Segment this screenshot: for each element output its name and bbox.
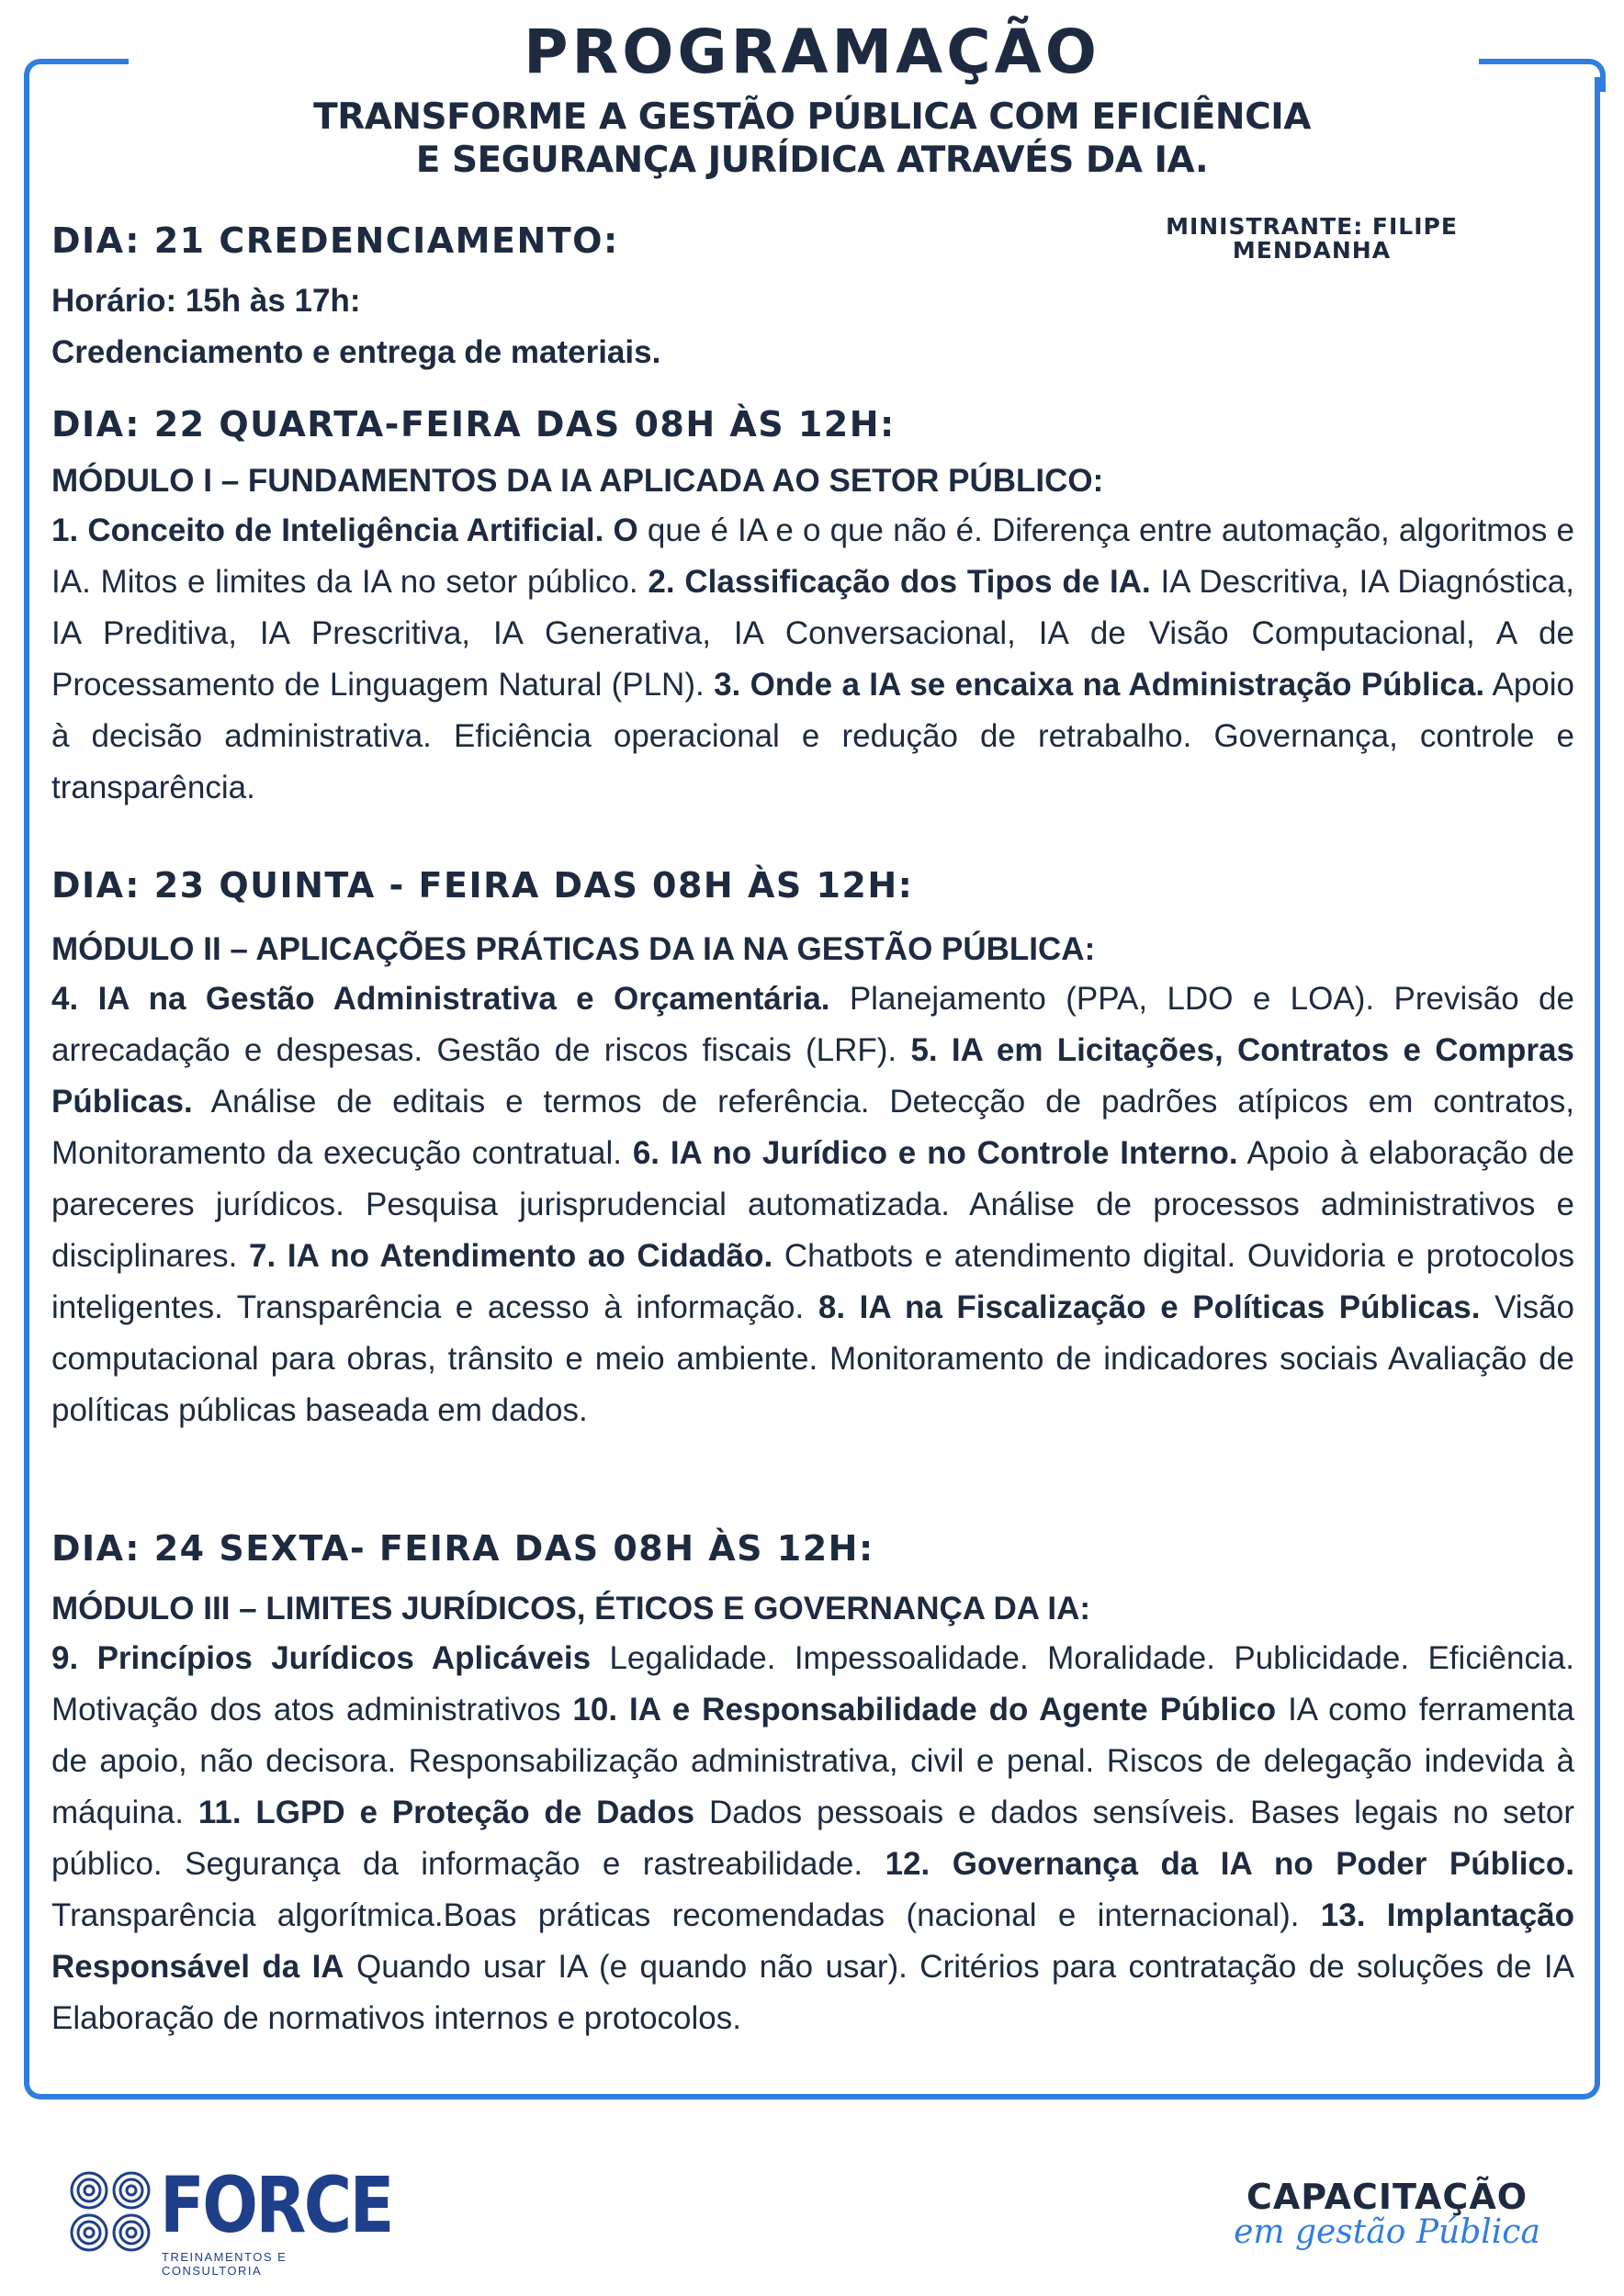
- frame-left-line: [24, 77, 29, 2085]
- page-subtitle: [0, 96, 1624, 182]
- module-2-content: [51, 974, 1574, 1436]
- topic-text: Chatbots e atendimento digital. Ouvidoria e protocolos inteligentes. Transparência e acesso à informação.: [51, 1238, 1574, 1325]
- topic-text: Legalidade. Impessoalidade. Moralidade. Publicidade. Eficiência. Motivação dos atos administrativos: [51, 1640, 1574, 1728]
- force-wordmark: FORCE: [160, 2160, 392, 2250]
- topic-title: 6. IA no Jurídico e no Controle Interno.: [632, 1135, 1238, 1171]
- topic-title: 2. Classificação dos Tipos de IA.: [648, 564, 1151, 600]
- day23-heading: DIA: 23 QUINTA - FEIRA DAS 08H ÀS 12H:: [51, 865, 914, 906]
- topic-text: Transparência algorítmica.Boas práticas recomendadas (nacional e internacional).: [51, 1897, 1321, 1933]
- topic-text: que é IA e o que não é. Diferença entre automação, algoritmos e IA. Mitos e limites da IA no setor público.: [51, 512, 1574, 600]
- minister-line-1: MINISTRANTE: FILIPE: [1166, 213, 1458, 240]
- module-1-title: MÓDULO I – FUNDAMENTOS DA IA APLICADA AO SETOR PÚBLICO:: [51, 463, 1104, 499]
- topic-title: 1. Conceito de Inteligência Artificial. O: [51, 512, 638, 548]
- force-swirl-icon: [68, 2169, 152, 2254]
- topic-title: 11. LGPD e Proteção de Dados: [197, 1795, 695, 1830]
- topic-text: Quando usar IA (e quando não usar). Critérios para contratação de soluções de IA Elaboração de normativos internos e protocolos.: [51, 1949, 1574, 2036]
- topic-text: IA Descritiva, IA Diagnóstica, IA Preditiva, IA Prescritiva, IA Generativa, IA Conversacional, IA de Visão Computacional, A de Processamento de Linguagem Natural (PLN).: [51, 564, 1575, 703]
- topic-text: Análise de editais e termos de referência. Detecção de padrões atípicos em contratos, Monitoramento da execução contratual.: [51, 1084, 1574, 1171]
- topic-title: 10. IA e Responsabilidade do Agente Público: [572, 1692, 1277, 1728]
- capacitacao-script: em gestão Pública: [1234, 2213, 1540, 2251]
- topic-title: 13. Implantação Responsável da IA: [51, 1897, 1574, 1985]
- topic-text: Apoio à decisão administrativa. Eficiência operacional e redução de retrabalho. Governança, controle e transparência.: [51, 667, 1574, 805]
- subtitle-line-2: E SEGURANÇA JURÍDICA ATRAVÉS DA IA.: [415, 140, 1209, 181]
- page-title: PROGRAMAÇÃO: [524, 17, 1100, 87]
- capacitacao-logo: [1231, 2177, 1543, 2278]
- subtitle-line-1: TRANSFORME A GESTÃO PÚBLICA COM EFICIÊNCIA: [313, 96, 1311, 138]
- day22-heading: DIA: 22 QUARTA-FEIRA DAS 08H ÀS 12H:: [51, 404, 896, 445]
- module-3-content: [51, 1633, 1574, 2044]
- day21-heading: DIA: 21 CREDENCIAMENTO:: [51, 220, 619, 261]
- day21-description: Credenciamento e entrega de materiais.: [51, 334, 661, 370]
- frame-bottom: [24, 2066, 1600, 2099]
- force-tagline: TREINAMENTOS E CONSULTORIA: [162, 2250, 288, 2278]
- topic-text: Planejamento (PPA, LDO e LOA). Previsão de arrecadação e despesas. Gestão de riscos fiscais (LRF).: [51, 981, 1574, 1068]
- capacitacao-wordmark: CAPACITAÇÃO: [1246, 2177, 1528, 2217]
- day24-heading: DIA: 24 SEXTA- FEIRA DAS 08H ÀS 12H:: [51, 1528, 874, 1569]
- topic-title: 9. Princípios Jurídicos Aplicáveis: [51, 1640, 592, 1676]
- module-3-title: MÓDULO III – LIMITES JURÍDICOS, ÉTICOS E GOVERNANÇA DA IA:: [51, 1591, 1091, 1626]
- minister-label: [1099, 215, 1525, 263]
- day21-schedule: Horário: 15h às 17h:: [51, 283, 361, 319]
- minister-line-2: MENDANHA: [1232, 237, 1392, 264]
- module-1-content: [51, 505, 1574, 814]
- topic-title: 12. Governança da IA no Poder Público.: [885, 1846, 1574, 1882]
- topic-title: 4. IA na Gestão Administrativa e Orçamentária.: [51, 981, 830, 1017]
- topic-title: 3. Onde a IA se encaixa na Administração Pública.: [714, 667, 1485, 703]
- topic-title: 5. IA em Licitações, Contratos e Compras Públicas.: [51, 1032, 1574, 1120]
- frame-right-line: [1595, 77, 1600, 2085]
- module-2-title: MÓDULO II – APLICAÇÕES PRÁTICAS DA IA NA GESTÃO PÚBLICA:: [51, 931, 1096, 967]
- topic-text: IA como ferramenta de apoio, não decisora. Responsabilização administrativa, civil e penal. Riscos de delegação indevida à máquina.: [51, 1692, 1574, 1830]
- topic-title: 7. IA no Atendimento ao Cidadão.: [248, 1238, 773, 1274]
- topic-text: Dados pessoais e dados sensíveis. Bases legais no setor público. Segurança da informação e rastreabilidade.: [51, 1795, 1574, 1882]
- topic-text: Visão computacional para obras, trânsito e meio ambiente. Monitoramento de indicadores sociais Avaliação de políticas públicas baseada em dados.: [51, 1289, 1574, 1428]
- topic-text: Apoio à elaboração de pareceres jurídicos. Pesquisa jurisprudencial automatizada. Análise de processos administrativos e disciplinares.: [51, 1135, 1574, 1274]
- force-logo: [68, 2160, 392, 2278]
- topic-title: 8. IA na Fiscalização e Políticas Públicas.: [818, 1289, 1481, 1325]
